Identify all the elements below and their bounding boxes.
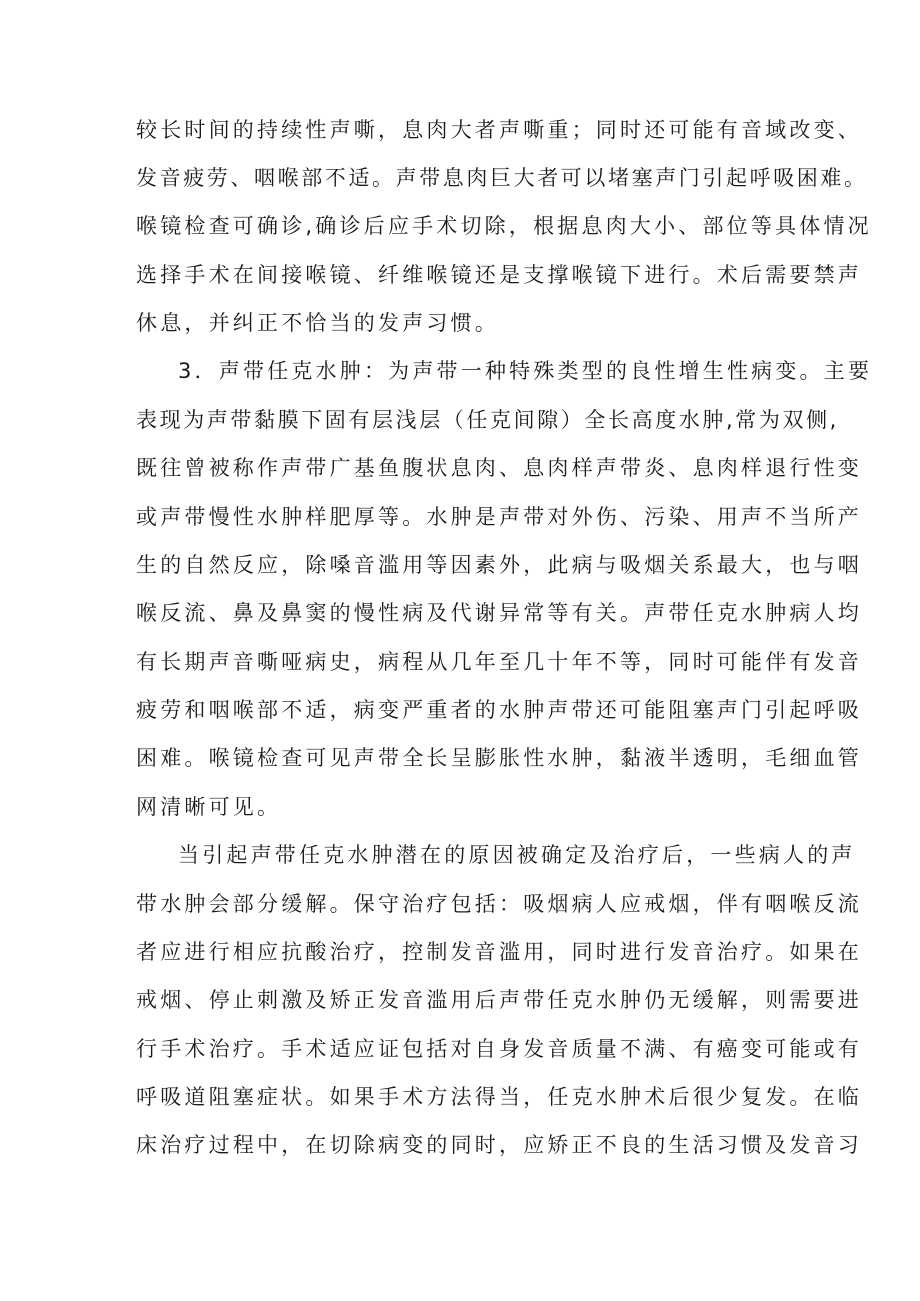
- text-line: 喉镜检查可确诊,确诊后应手术切除，根据息肉大小、部位等具体情况: [136, 214, 872, 238]
- text-line: 行手术治疗。手术适应证包括对自身发音质量不满、有癌变可能或有: [136, 1037, 862, 1061]
- text-line: 休息，并纠正不恰当的发声习惯。: [136, 311, 499, 335]
- text-line: 喉反流、鼻及鼻窦的慢性病及代谢异常等有关。声带任克水肿病人均: [136, 601, 862, 625]
- text-line: 呼吸道阻塞症状。如果手术方法得当，任克水肿术后很少复发。在临: [136, 1085, 862, 1109]
- text-line: 戒烟、停止刺激及矫正发音滥用后声带任克水肿仍无缓解，则需要进: [136, 988, 862, 1012]
- text-line: 当引起声带任克水肿潜在的原因被确定及治疗后，一些病人的声: [178, 843, 856, 867]
- text-line: 困难。喉镜检查可见声带全长呈膨胀性水肿，黏液半透明，毛细血管: [136, 746, 862, 770]
- text-line: 3．声带任克水肿：为声带一种特殊类型的良性增生性病变。主要: [178, 359, 873, 383]
- text-line: 表现为声带黏膜下固有层浅层（任克间隙）全长高度水肿,常为双侧,: [136, 408, 839, 432]
- text-line: 疲劳和咽喉部不适，病变严重者的水肿声带还可能阻塞声门引起呼吸: [136, 698, 862, 722]
- text-line: 有长期声音嘶哑病史，病程从几年至几十年不等，同时可能伴有发音: [136, 650, 862, 674]
- text-line: 或声带慢性水肿样肥厚等。水肿是声带对外伤、污染、用声不当所产: [136, 505, 862, 529]
- text-line: 带水肿会部分缓解。保守治疗包括：吸烟病人应戒烟，伴有咽喉反流: [136, 892, 862, 916]
- text-line: 者应进行相应抗酸治疗，控制发音滥用，同时进行发音治疗。如果在: [136, 940, 862, 964]
- text-line: 发音疲劳、咽喉部不适。声带息肉巨大者可以堵塞声门引起呼吸困难。: [136, 166, 868, 190]
- text-line: 床治疗过程中，在切除病变的同时，应矫正不良的生活习惯及发音习: [136, 1133, 862, 1157]
- text-line: 既往曾被称作声带广基鱼腹状息肉、息肉样声带炎、息肉样退行性变: [136, 456, 862, 480]
- text-line: 选择手术在间接喉镜、纤维喉镜还是支撑喉镜下进行。术后需要禁声: [136, 263, 862, 287]
- text-line: 生的自然反应，除嗓音滥用等因素外，此病与吸烟关系最大，也与咽: [136, 553, 862, 577]
- text-line: 网清晰可见。: [136, 795, 282, 819]
- text-line: 较长时间的持续性声嘶，息肉大者声嘶重；同时还可能有音域改变、: [136, 118, 862, 142]
